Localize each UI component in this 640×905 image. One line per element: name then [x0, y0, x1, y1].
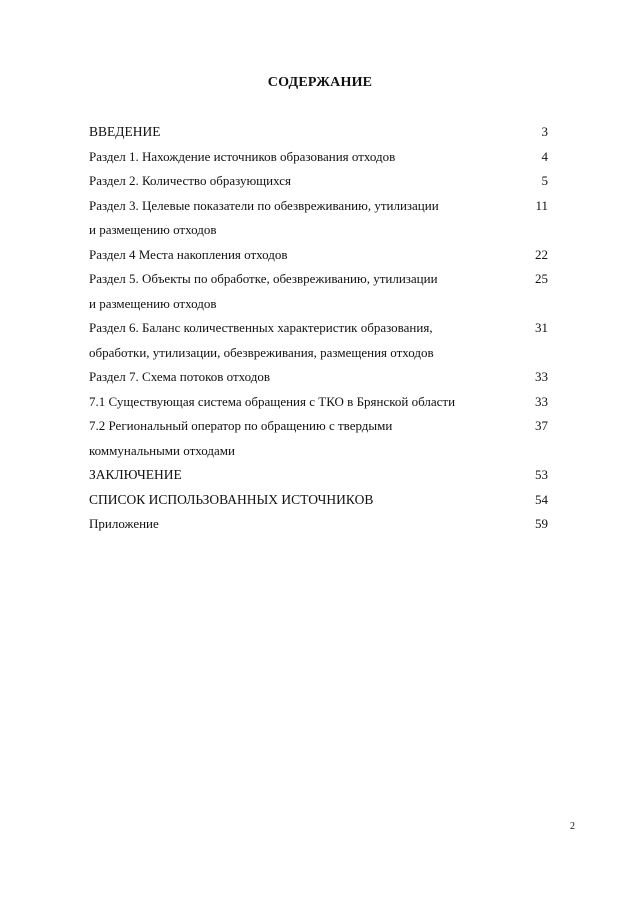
toc-entry[interactable] [89, 488, 559, 513]
toc-entry-title-line: Раздел 5. Объекты по обработке, обезвреживанию, утилизации [89, 271, 438, 286]
toc-entry[interactable] [89, 243, 559, 268]
toc-entry-page-number: 3 [541, 124, 548, 139]
toc-entry-title-line: Раздел 6. Баланс количественных характеристик образования, [89, 320, 433, 335]
toc-entry-title-line: коммунальными отходами [89, 442, 235, 458]
toc-entry-page-number: 4 [541, 148, 548, 164]
toc-entry-title-line: Раздел 1. Нахождение источников образования отходов [89, 148, 396, 164]
toc-entry[interactable] [89, 169, 559, 194]
toc-entry-title-line: и размещению отходов [89, 295, 217, 311]
toc-entry[interactable] [89, 390, 559, 415]
page-title: СОДЕРЖАНИЕ [267, 75, 373, 90]
toc-entry-page-number: 31 [535, 320, 548, 335]
toc-entry-title [89, 488, 519, 513]
toc-entry-title-line: и размещению отходов [89, 222, 217, 237]
toc-entry-title [89, 267, 519, 316]
toc-entry-title [89, 316, 519, 365]
toc-entry-page-number: 54 [535, 491, 548, 507]
toc-entry-title-line: Раздел 7. Схема потоков отходов [89, 369, 271, 384]
page-number: 2 [570, 821, 575, 832]
toc-entry-title-line: СПИСОК ИСПОЛЬЗОВАННЫХ ИСТОЧНИКОВ [89, 491, 374, 507]
toc-entry-page-number: 25 [535, 271, 548, 286]
toc-entry-title [89, 512, 519, 537]
toc-entry-page-number: 33 [535, 393, 548, 409]
toc-entry[interactable] [89, 365, 559, 390]
toc-entry[interactable] [89, 120, 559, 145]
toc-entry-title [89, 169, 519, 194]
toc-entry-title [89, 243, 519, 268]
toc-entry-title [89, 365, 519, 390]
toc-entry-title-line: Приложение [89, 516, 159, 531]
toc-entry[interactable] [89, 194, 559, 243]
toc-entry[interactable] [89, 463, 559, 488]
toc-entry-page-number: 5 [541, 173, 548, 188]
toc-entry-page-number: 33 [535, 369, 548, 384]
toc-entry-title-line: 7.1 Существующая система обращения с ТКО в Брянской области [89, 393, 456, 409]
toc-entry[interactable] [89, 414, 559, 463]
toc-entry-title [89, 145, 519, 170]
toc-entry-page-number: 22 [535, 246, 548, 262]
toc-entry-title-line: обработки, утилизации, обезвреживания, размещения отходов [89, 344, 434, 360]
toc-entry-title-line: Раздел 4 Места накопления отходов [89, 246, 288, 262]
toc-entry-title-line: 7.2 Региональный оператор по обращению с твердыми [89, 418, 393, 433]
toc-entry-title [89, 120, 519, 145]
toc-entry-page-number: 37 [535, 418, 548, 433]
toc-entry-page-number: 11 [535, 197, 548, 213]
toc-entry-title-line: ВВЕДЕНИЕ [89, 124, 161, 139]
table-of-contents [89, 120, 559, 537]
toc-entry-title [89, 463, 519, 488]
toc-entry[interactable] [89, 316, 559, 365]
toc-entry-title-line: Раздел 3. Целевые показатели по обезвреживанию, утилизации [89, 197, 439, 213]
toc-entry-title [89, 194, 519, 243]
toc-entry[interactable] [89, 512, 559, 537]
toc-entry-title-line: Раздел 2. Количество образующихся [89, 173, 292, 188]
toc-entry-page-number: 53 [535, 467, 548, 482]
toc-entry[interactable] [89, 145, 559, 170]
toc-entry-title [89, 414, 519, 463]
toc-entry[interactable] [89, 267, 559, 316]
toc-entry-title [89, 390, 519, 415]
toc-entry-title-line: ЗАКЛЮЧЕНИЕ [89, 467, 182, 482]
toc-entry-page-number: 59 [535, 516, 548, 531]
